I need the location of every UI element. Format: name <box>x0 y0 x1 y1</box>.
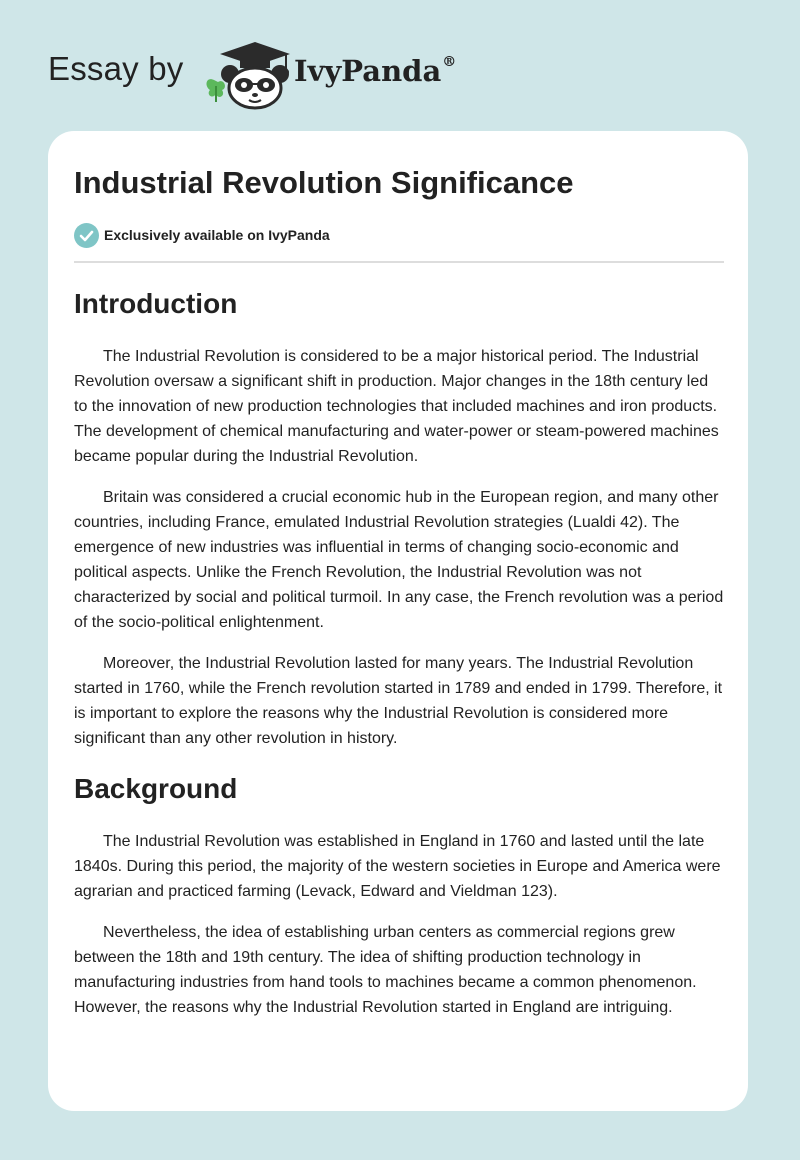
essay-by-label: Essay by <box>48 50 184 87</box>
article-card <box>48 131 748 1111</box>
paragraph: Britain was considered a crucial economic hub in the European region, and many other countries, including France, emulated Industrial Revolution strategies (Lualdi 42). The emergence of new industries was influential in terms of changing socio-economic and political aspects. Unlike the French Revolution, the Industrial Revolution was not characterized by social and political turmoil. In any case, the French revolution was a period of the socio-political enlightenment. <box>74 489 724 631</box>
paragraph: Nevertheless, the idea of establishing urban centers as commercial regions grew between the 18th and 19th century. The idea of shifting production technology in manufacturing industries from hand tools to machines became a common phenomenon. However, the reasons why the Industrial Revolution started in England are intriguing. <box>74 924 697 1016</box>
check-icon <box>74 223 99 248</box>
article-content <box>74 163 724 1020</box>
exclusive-badge-text: Exclusively available on IvyPanda <box>104 227 330 243</box>
paragraph: The Industrial Revolution was established in England in 1760 and lasted until the late 1840s. During this period, the majority of the western societies in Europe and America were agrarian and practiced farming (Levack, Edward and Vieldman 123). <box>74 833 721 900</box>
registered-mark: ® <box>442 54 457 71</box>
paragraph: Moreover, the Industrial Revolution lasted for many years. The Industrial Revolution started in 1760, while the French revolution started in 1789 and ended in 1799. Therefore, it is important to explore the reasons why the Industrial Revolution is considered more significant than any other revolution in history. <box>74 655 723 747</box>
page-title: Industrial Revolution Significance <box>74 165 574 200</box>
paragraph: The Industrial Revolution is considered to be a major historical period. The Industrial Revolution oversaw a significant shift in production. Major changes in the 18th century led to the innovation of new production technologies that included machines and iron products. The development of chemical manufacturing and water-power or steam-powered machines became popular during the Industrial Revolution. <box>74 348 719 465</box>
section-heading-background: Background <box>74 773 238 804</box>
site-header <box>48 30 752 110</box>
exclusive-badge <box>74 222 724 248</box>
section-heading-introduction: Introduction <box>74 288 238 319</box>
brand-name[interactable]: IvyPanda® <box>294 54 457 88</box>
title-divider <box>74 261 724 263</box>
